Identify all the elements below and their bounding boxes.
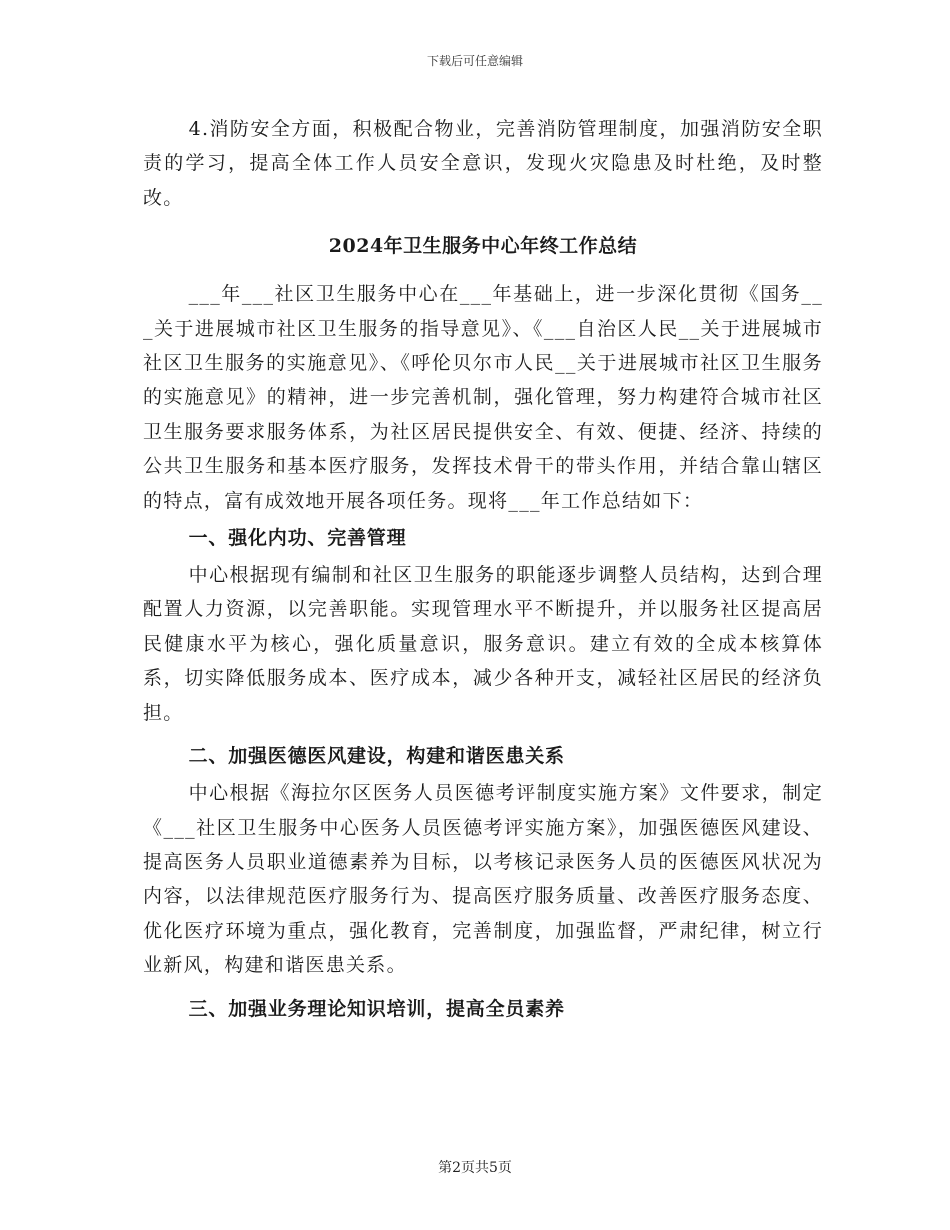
paragraph-section-2: 中心根据《海拉尔区医务人员医德考评制度实施方案》文件要求，制定《___社区卫生服务中心医务人员医德考评实施方案》，加强医德医风建设、提高医务人员职业道德素养为目标，以考核记录医务人员的医德医风状况为内容，以法律规范医疗服务行为、提高医疗服务质量、改善医疗服务态度、优化医疗环境为重点，强化教育，完善制度，加强监督，严肃纪律，树立行业新风，构建和谐医患关系。 bbox=[143, 782, 823, 977]
section-heading-1: 一、强化内功、完善管理 bbox=[188, 527, 407, 550]
section-heading-2: 二、加强医德医风建设，构建和谐医患关系 bbox=[188, 745, 565, 768]
paragraph-introduction: ___年___社区卫生服务中心在___年基础上，进一步深化贯彻《国务___关于进展城市社区卫生服务的指导意见》、《___自治区人民__关于进展城市社区卫生服务的实施意见》、《呼伦贝尔市人民__关于进展城市社区卫生服务的实施意见》的精神，进一步完善机制，强化管理，努力构建符合城市社区卫生服务要求服务体系，为社区居民提供安全、有效、便捷、经济、持续的公共卫生服务和基本医疗服务，发挥技术骨干的带头作用，并结合靠山辖区的特点，富有成效地开展各项任务。现将___年工作总结如下： bbox=[143, 283, 823, 512]
section-heading-3: 三、加强业务理论知识培训，提高全员素养 bbox=[188, 997, 565, 1020]
page-header: 下载后可任意编辑 bbox=[426, 54, 523, 68]
paragraph-section-1: 中心根据现有编制和社区卫生服务的职能逐步调整人员结构，达到合理配置人力资源，以完善职能。实现管理水平不断提升，并以服务社区提高居民健康水平为核心，强化质量意识，服务意识。建立有效的全成本核算体系，切实降低服务成本、医疗成本，减少各种开支，减轻社区居民的经济负担。 bbox=[143, 564, 823, 724]
paragraph-fire-safety: 4.消防安全方面，积极配合物业，完善消防管理制度，加强消防安全职责的学习，提高全体工作人员安全意识，发现火灾隐患及时杜绝，及时整改。 bbox=[143, 118, 823, 209]
document-title: 2024年卫生服务中心年终工作总结 bbox=[328, 235, 638, 258]
document-body bbox=[143, 112, 823, 1029]
page-footer: 第2页共5页 bbox=[438, 1160, 512, 1176]
